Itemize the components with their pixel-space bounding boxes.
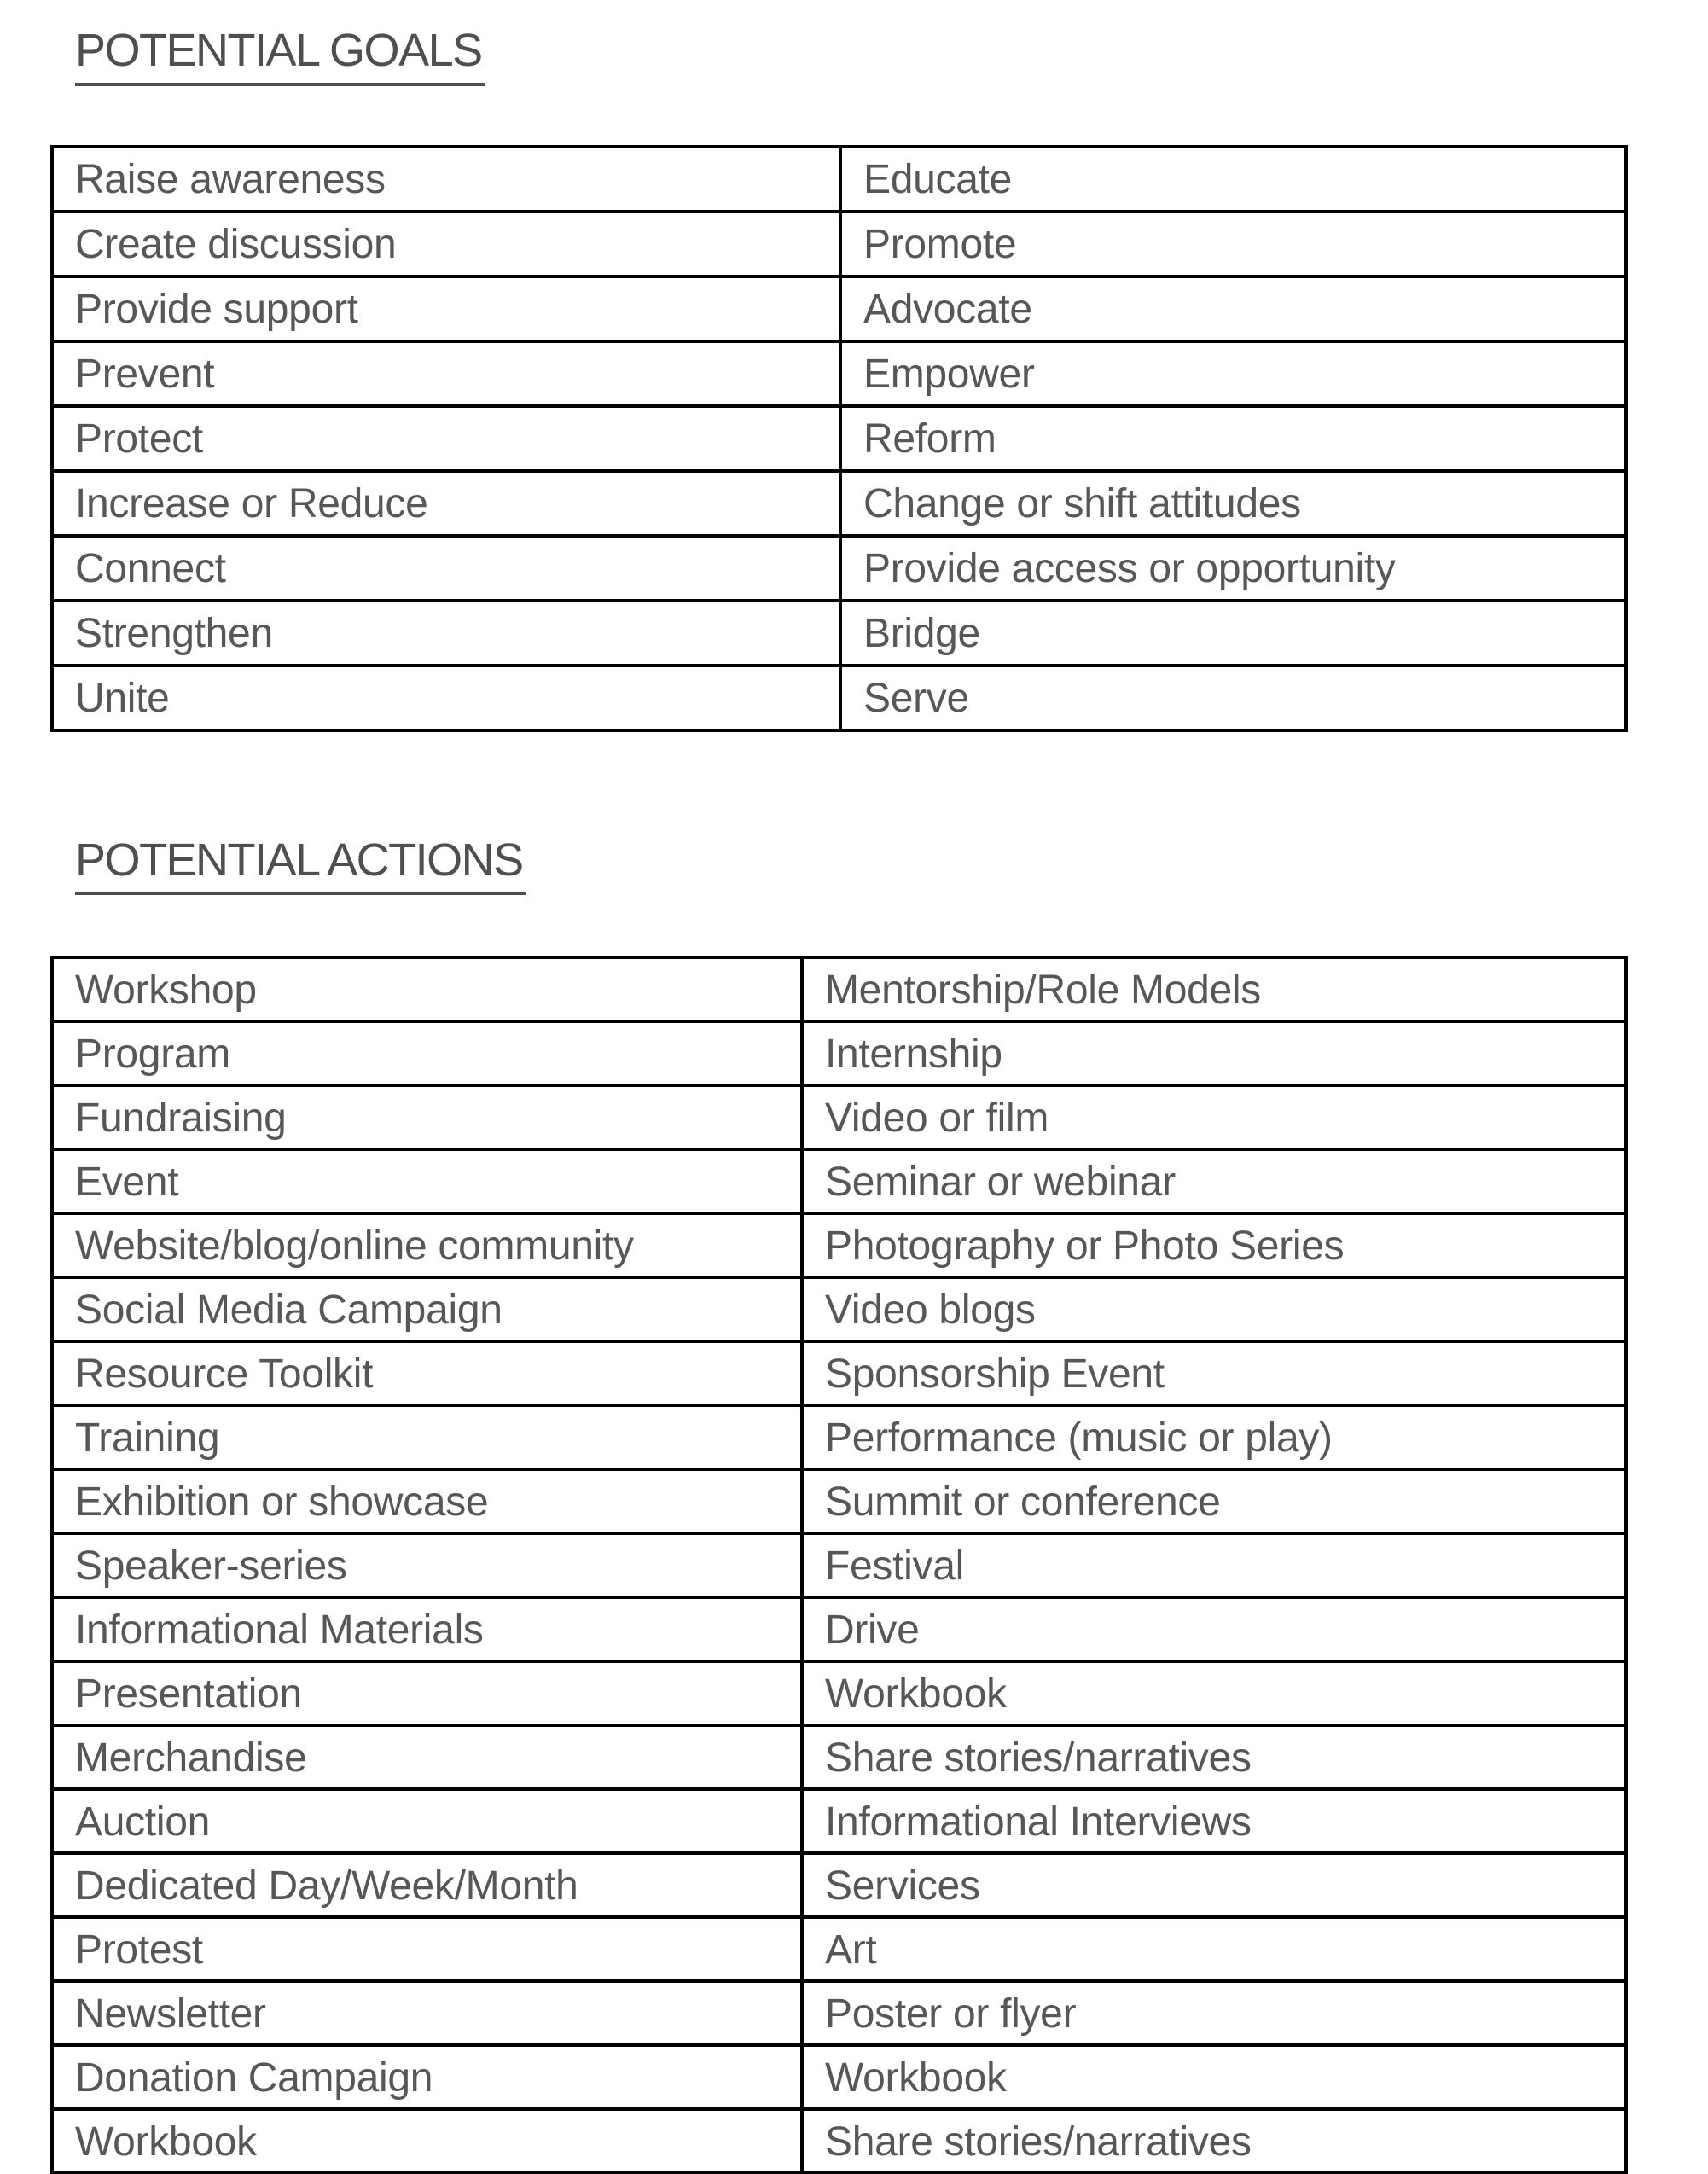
- table-row: [52, 1533, 1626, 1597]
- table-cell: Speaker-series: [52, 1533, 802, 1597]
- table-cell: Educate: [840, 147, 1626, 212]
- table-cell: Photography or Photo Series: [802, 1213, 1626, 1277]
- table-cell: Bridge: [840, 601, 1626, 666]
- table-cell: Performance (music or play): [802, 1405, 1626, 1469]
- table-row: [52, 1597, 1626, 1661]
- table-cell: Seminar or webinar: [802, 1149, 1626, 1213]
- table-cell: Summit or conference: [802, 1469, 1626, 1533]
- spacer: [0, 895, 1708, 956]
- table-cell: Mentorship/Role Models: [802, 957, 1626, 1021]
- table-cell: Video or film: [802, 1085, 1626, 1149]
- table-row: [52, 1917, 1626, 1981]
- table-row: [52, 1277, 1626, 1341]
- table-row: [52, 1405, 1626, 1469]
- table-row: [52, 1725, 1626, 1789]
- table-row: [52, 601, 1626, 666]
- table-cell: Share stories/narratives: [802, 1725, 1626, 1789]
- table-cell: Informational Interviews: [802, 1789, 1626, 1853]
- table-cell: Provide support: [52, 276, 840, 341]
- table-cell: Serve: [840, 666, 1626, 730]
- table-row: [52, 1085, 1626, 1149]
- table-cell: Unite: [52, 666, 840, 730]
- table-cell: Poster or flyer: [802, 1981, 1626, 2045]
- table-cell: Share stories/narratives: [802, 2109, 1626, 2173]
- table-cell: Exhibition or showcase: [52, 1469, 802, 1533]
- potential-actions-table: [50, 956, 1628, 2174]
- table-row: [52, 2109, 1626, 2173]
- table-cell: Social Media Campaign: [52, 1277, 802, 1341]
- table-cell: Internship: [802, 1021, 1626, 1085]
- table-cell: Presentation: [52, 1661, 802, 1725]
- table-cell: Workbook: [52, 2109, 802, 2173]
- table-cell: Empower: [840, 341, 1626, 406]
- potential-actions-heading: POTENTIAL ACTIONS: [75, 834, 526, 896]
- table-row: [52, 147, 1626, 212]
- potential-goals-table: [50, 145, 1628, 732]
- table-cell: Reform: [840, 406, 1626, 471]
- table-row: [52, 1149, 1626, 1213]
- table-cell: Fundraising: [52, 1085, 802, 1149]
- table-cell: Advocate: [840, 276, 1626, 341]
- table-row: [52, 666, 1626, 730]
- table-row: [52, 1341, 1626, 1405]
- potential-goals-heading: POTENTIAL GOALS: [75, 24, 485, 86]
- table-cell: Festival: [802, 1533, 1626, 1597]
- table-cell: Art: [802, 1917, 1626, 1981]
- table-cell: Protect: [52, 406, 840, 471]
- table-cell: Create discussion: [52, 212, 840, 276]
- table-cell: Provide access or opportunity: [840, 536, 1626, 601]
- table-cell: Protest: [52, 1917, 802, 1981]
- table-cell: Website/blog/online community: [52, 1213, 802, 1277]
- table-row: [52, 536, 1626, 601]
- table-cell: Services: [802, 1853, 1626, 1917]
- spacer: [0, 732, 1708, 834]
- spacer: [0, 86, 1708, 145]
- table-row: [52, 1213, 1626, 1277]
- table-cell: Merchandise: [52, 1725, 802, 1789]
- table-cell: Newsletter: [52, 1981, 802, 2045]
- table-cell: Program: [52, 1021, 802, 1085]
- table-cell: Sponsorship Event: [802, 1341, 1626, 1405]
- table-cell: Video blogs: [802, 1277, 1626, 1341]
- table-row: [52, 341, 1626, 406]
- table-row: [52, 1789, 1626, 1853]
- table-cell: Training: [52, 1405, 802, 1469]
- section-potential-goals: [0, 0, 1708, 732]
- table-cell: Resource Toolkit: [52, 1341, 802, 1405]
- table-row: [52, 1981, 1626, 2045]
- table-cell: Drive: [802, 1597, 1626, 1661]
- table-row: [52, 276, 1626, 341]
- table-row: [52, 957, 1626, 1021]
- table-row: [52, 1853, 1626, 1917]
- table-cell: Raise awareness: [52, 147, 840, 212]
- table-cell: Workbook: [802, 1661, 1626, 1725]
- table-cell: Increase or Reduce: [52, 471, 840, 536]
- table-cell: Workbook: [802, 2045, 1626, 2109]
- table-cell: Change or shift attitudes: [840, 471, 1626, 536]
- table-row: [52, 406, 1626, 471]
- table-cell: Donation Campaign: [52, 2045, 802, 2109]
- table-row: [52, 1661, 1626, 1725]
- table-row: [52, 471, 1626, 536]
- table-cell: Strengthen: [52, 601, 840, 666]
- table-cell: Workshop: [52, 957, 802, 1021]
- table-row: [52, 212, 1626, 276]
- table-cell: Event: [52, 1149, 802, 1213]
- table-cell: Prevent: [52, 341, 840, 406]
- table-cell: Promote: [840, 212, 1626, 276]
- table-row: [52, 1021, 1626, 1085]
- table-row: [52, 2045, 1626, 2109]
- table-cell: Dedicated Day/Week/Month: [52, 1853, 802, 1917]
- table-cell: Auction: [52, 1789, 802, 1853]
- table-row: [52, 1469, 1626, 1533]
- table-cell: Informational Materials: [52, 1597, 802, 1661]
- table-cell: Connect: [52, 536, 840, 601]
- section-potential-actions: [0, 834, 1708, 2174]
